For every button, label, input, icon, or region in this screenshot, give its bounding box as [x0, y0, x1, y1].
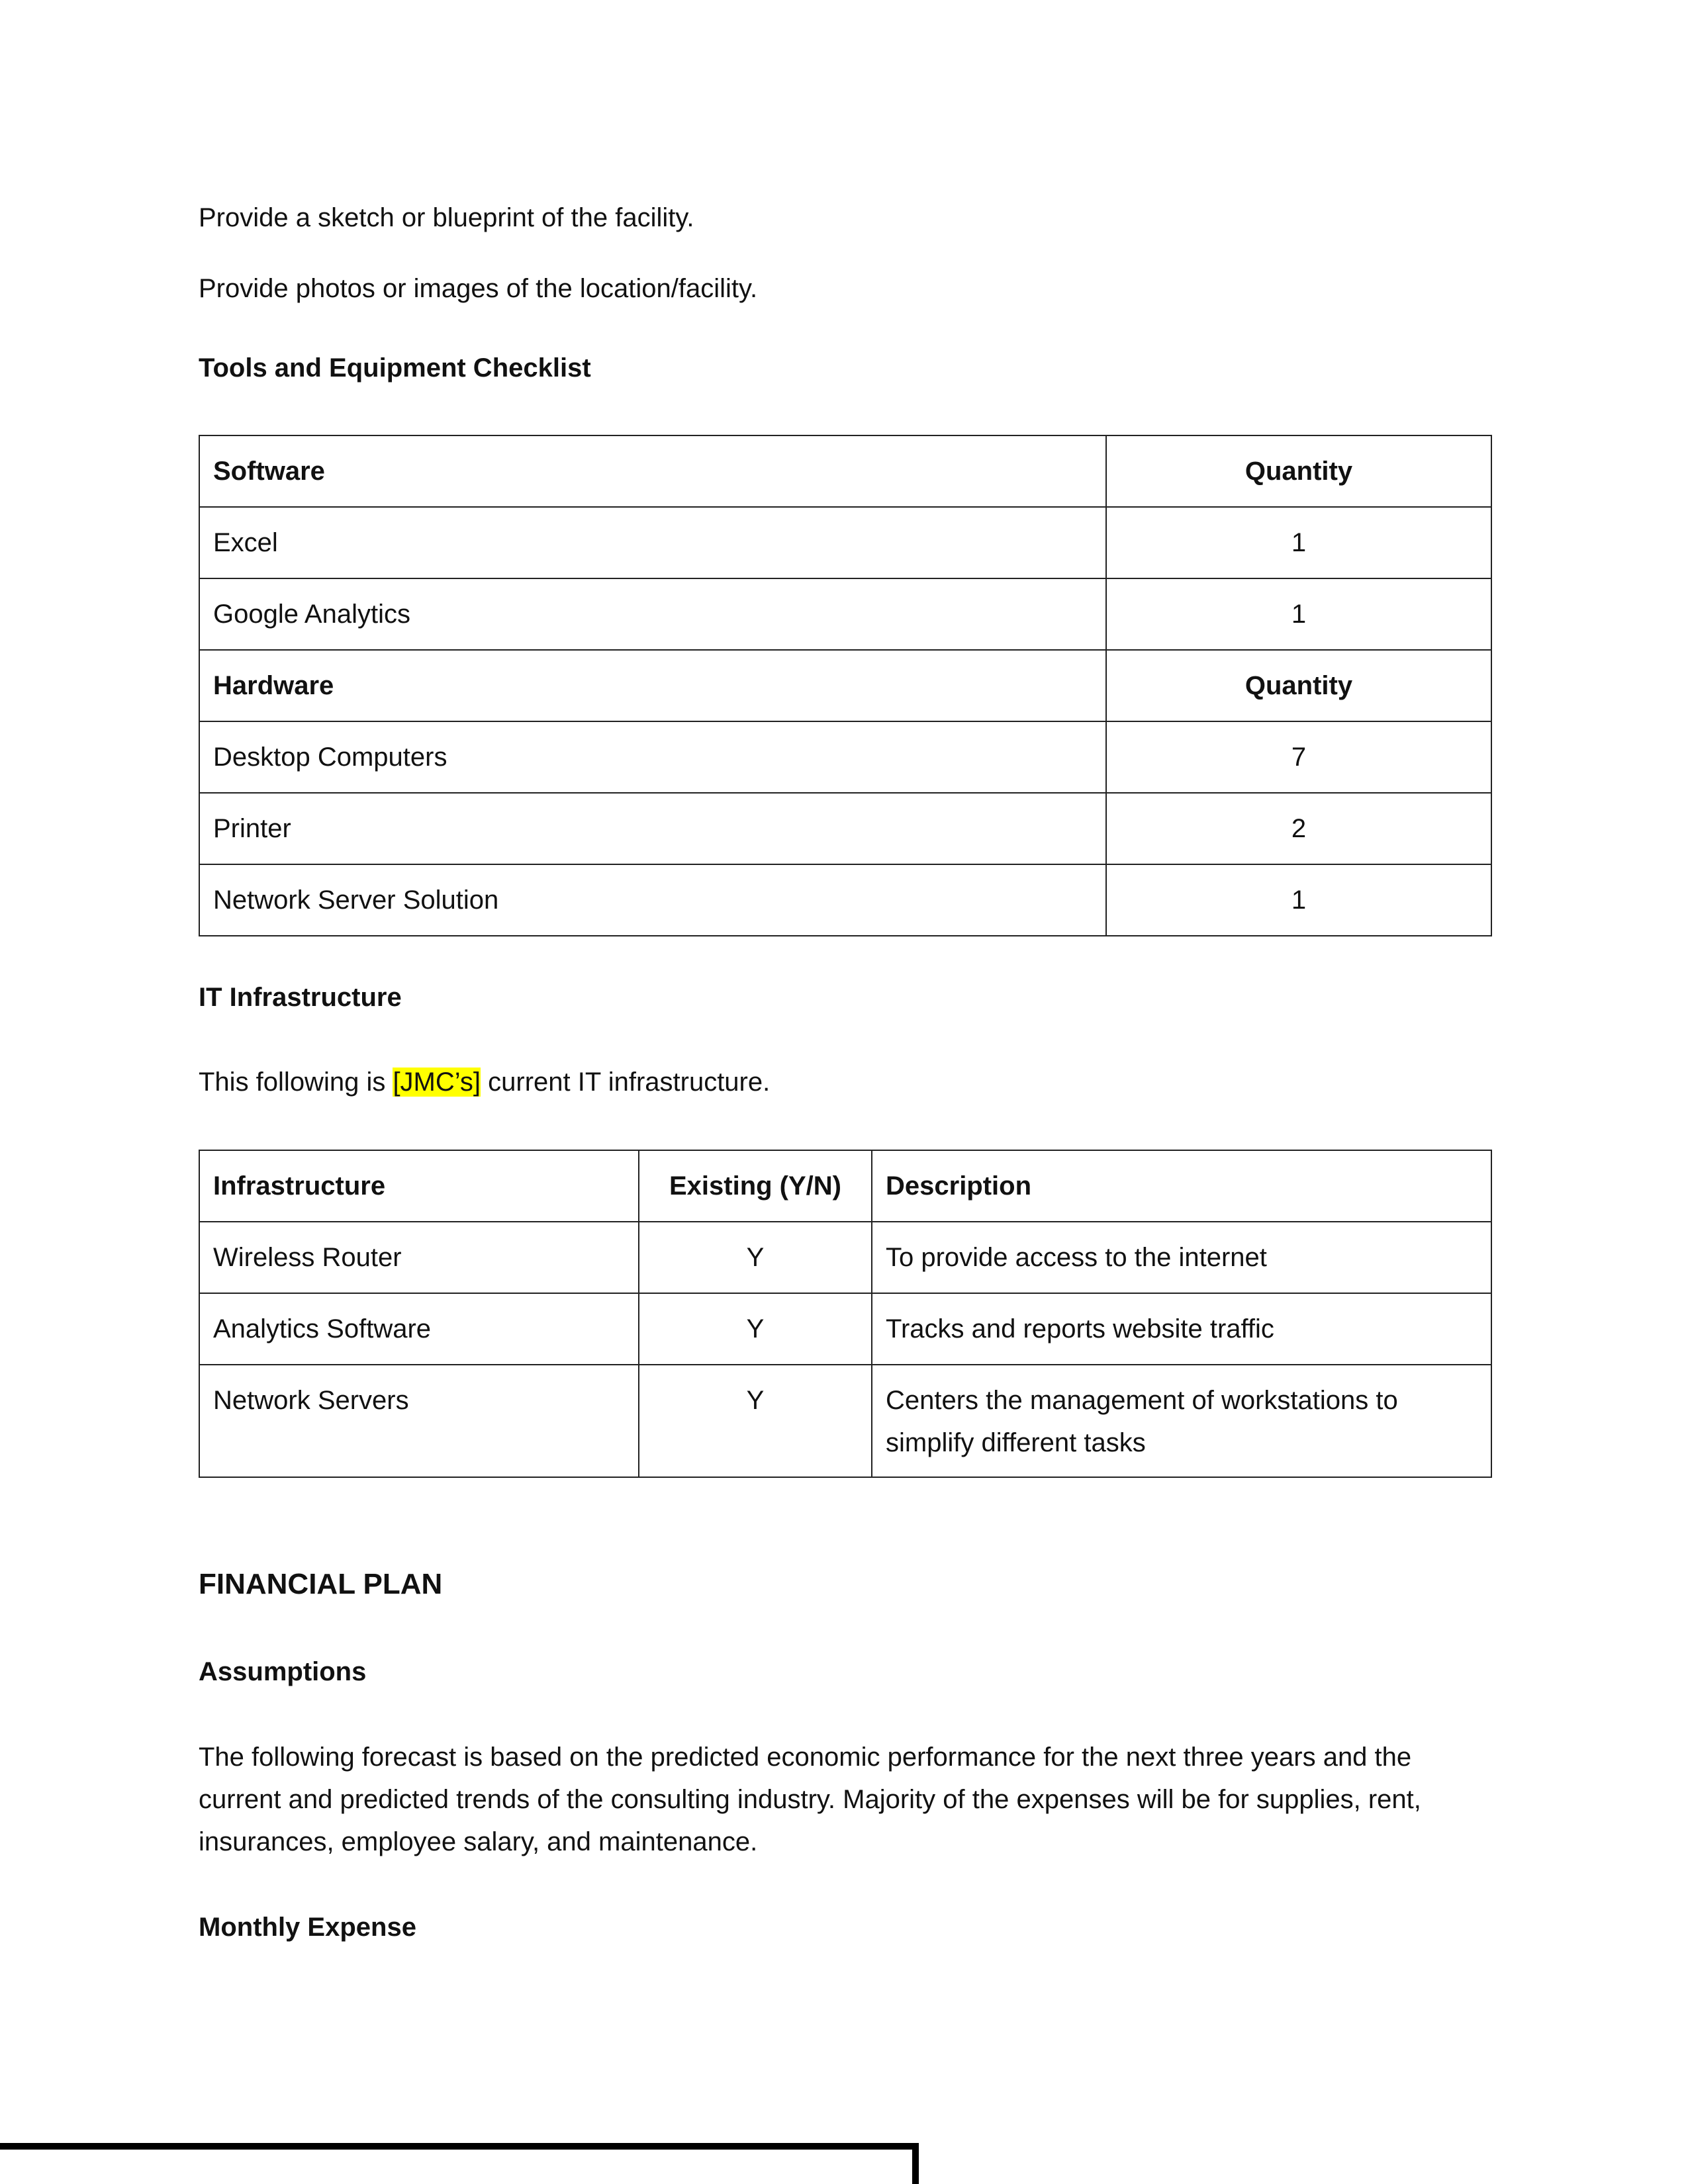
table-row	[199, 1150, 1491, 1222]
quantity-cell: 7	[1106, 721, 1491, 793]
infrastructure-cell: Wireless Router	[199, 1222, 639, 1293]
item-cell: Excel	[199, 507, 1106, 578]
photos-instruction: Provide photos or images of the location/facility.	[199, 274, 758, 303]
quantity-cell: 2	[1106, 793, 1491, 864]
financial-plan-heading: FINANCIAL PLAN	[199, 1568, 443, 1600]
description-header-cell: Description	[872, 1150, 1491, 1222]
table-row	[199, 864, 1491, 936]
table-row	[199, 793, 1491, 864]
quantity-cell: 1	[1106, 507, 1491, 578]
infrastructure-cell: Network Servers	[199, 1365, 639, 1477]
infrastructure-header-cell: Infrastructure	[199, 1150, 639, 1222]
assumptions-heading: Assumptions	[199, 1657, 367, 1686]
item-cell: Desktop Computers	[199, 721, 1106, 793]
existing-cell: Y	[639, 1222, 872, 1293]
table-row	[199, 1222, 1491, 1293]
sentence-end: current IT infrastructure.	[481, 1068, 771, 1097]
item-cell: Google Analytics	[199, 578, 1106, 650]
assumptions-paragraph: The following forecast is based on the predicted economic performance for the next three years and the current and predicted trends of the consulting industry. Majority of the expenses will be for supplies, rent, insurances, employee salary, and maintenance.	[199, 1743, 1421, 1856]
table-row	[199, 435, 1491, 507]
tools-equipment-table	[199, 435, 1492, 936]
description-cell: Centers the management of workstations to simplify different tasks	[872, 1365, 1491, 1477]
table-row	[199, 578, 1491, 650]
quantity-header-cell: Quantity	[1106, 435, 1491, 507]
table-row	[199, 721, 1491, 793]
sentence-start: This following is	[199, 1068, 393, 1097]
it-infrastructure-heading: IT Infrastructure	[199, 983, 402, 1012]
company-name-highlight: [JMC’s]	[393, 1068, 481, 1097]
quantity-cell: 1	[1106, 864, 1491, 936]
description-cell: To provide access to the internet	[872, 1222, 1491, 1293]
it-intro-sentence	[199, 1061, 770, 1103]
it-infrastructure-table	[199, 1150, 1492, 1478]
description-cell: Tracks and reports website traffic	[872, 1293, 1491, 1365]
infrastructure-cell: Analytics Software	[199, 1293, 639, 1365]
table-row	[199, 650, 1491, 721]
quantity-cell: 1	[1106, 578, 1491, 650]
tools-heading: Tools and Equipment Checklist	[199, 353, 591, 383]
item-cell: Network Server Solution	[199, 864, 1106, 936]
sketch-instruction: Provide a sketch or blueprint of the facility.	[199, 203, 694, 232]
next-table-frame-edge	[0, 2143, 919, 2184]
monthly-expense-heading: Monthly Expense	[199, 1913, 416, 1942]
table-row	[199, 507, 1491, 578]
existing-cell: Y	[639, 1365, 872, 1477]
software-header-cell: Software	[199, 435, 1106, 507]
quantity-header-cell: Quantity	[1106, 650, 1491, 721]
table-row	[199, 1365, 1491, 1477]
existing-cell: Y	[639, 1293, 872, 1365]
item-cell: Printer	[199, 793, 1106, 864]
existing-header-cell: Existing (Y/N)	[639, 1150, 872, 1222]
hardware-header-cell: Hardware	[199, 650, 1106, 721]
table-row	[199, 1293, 1491, 1365]
